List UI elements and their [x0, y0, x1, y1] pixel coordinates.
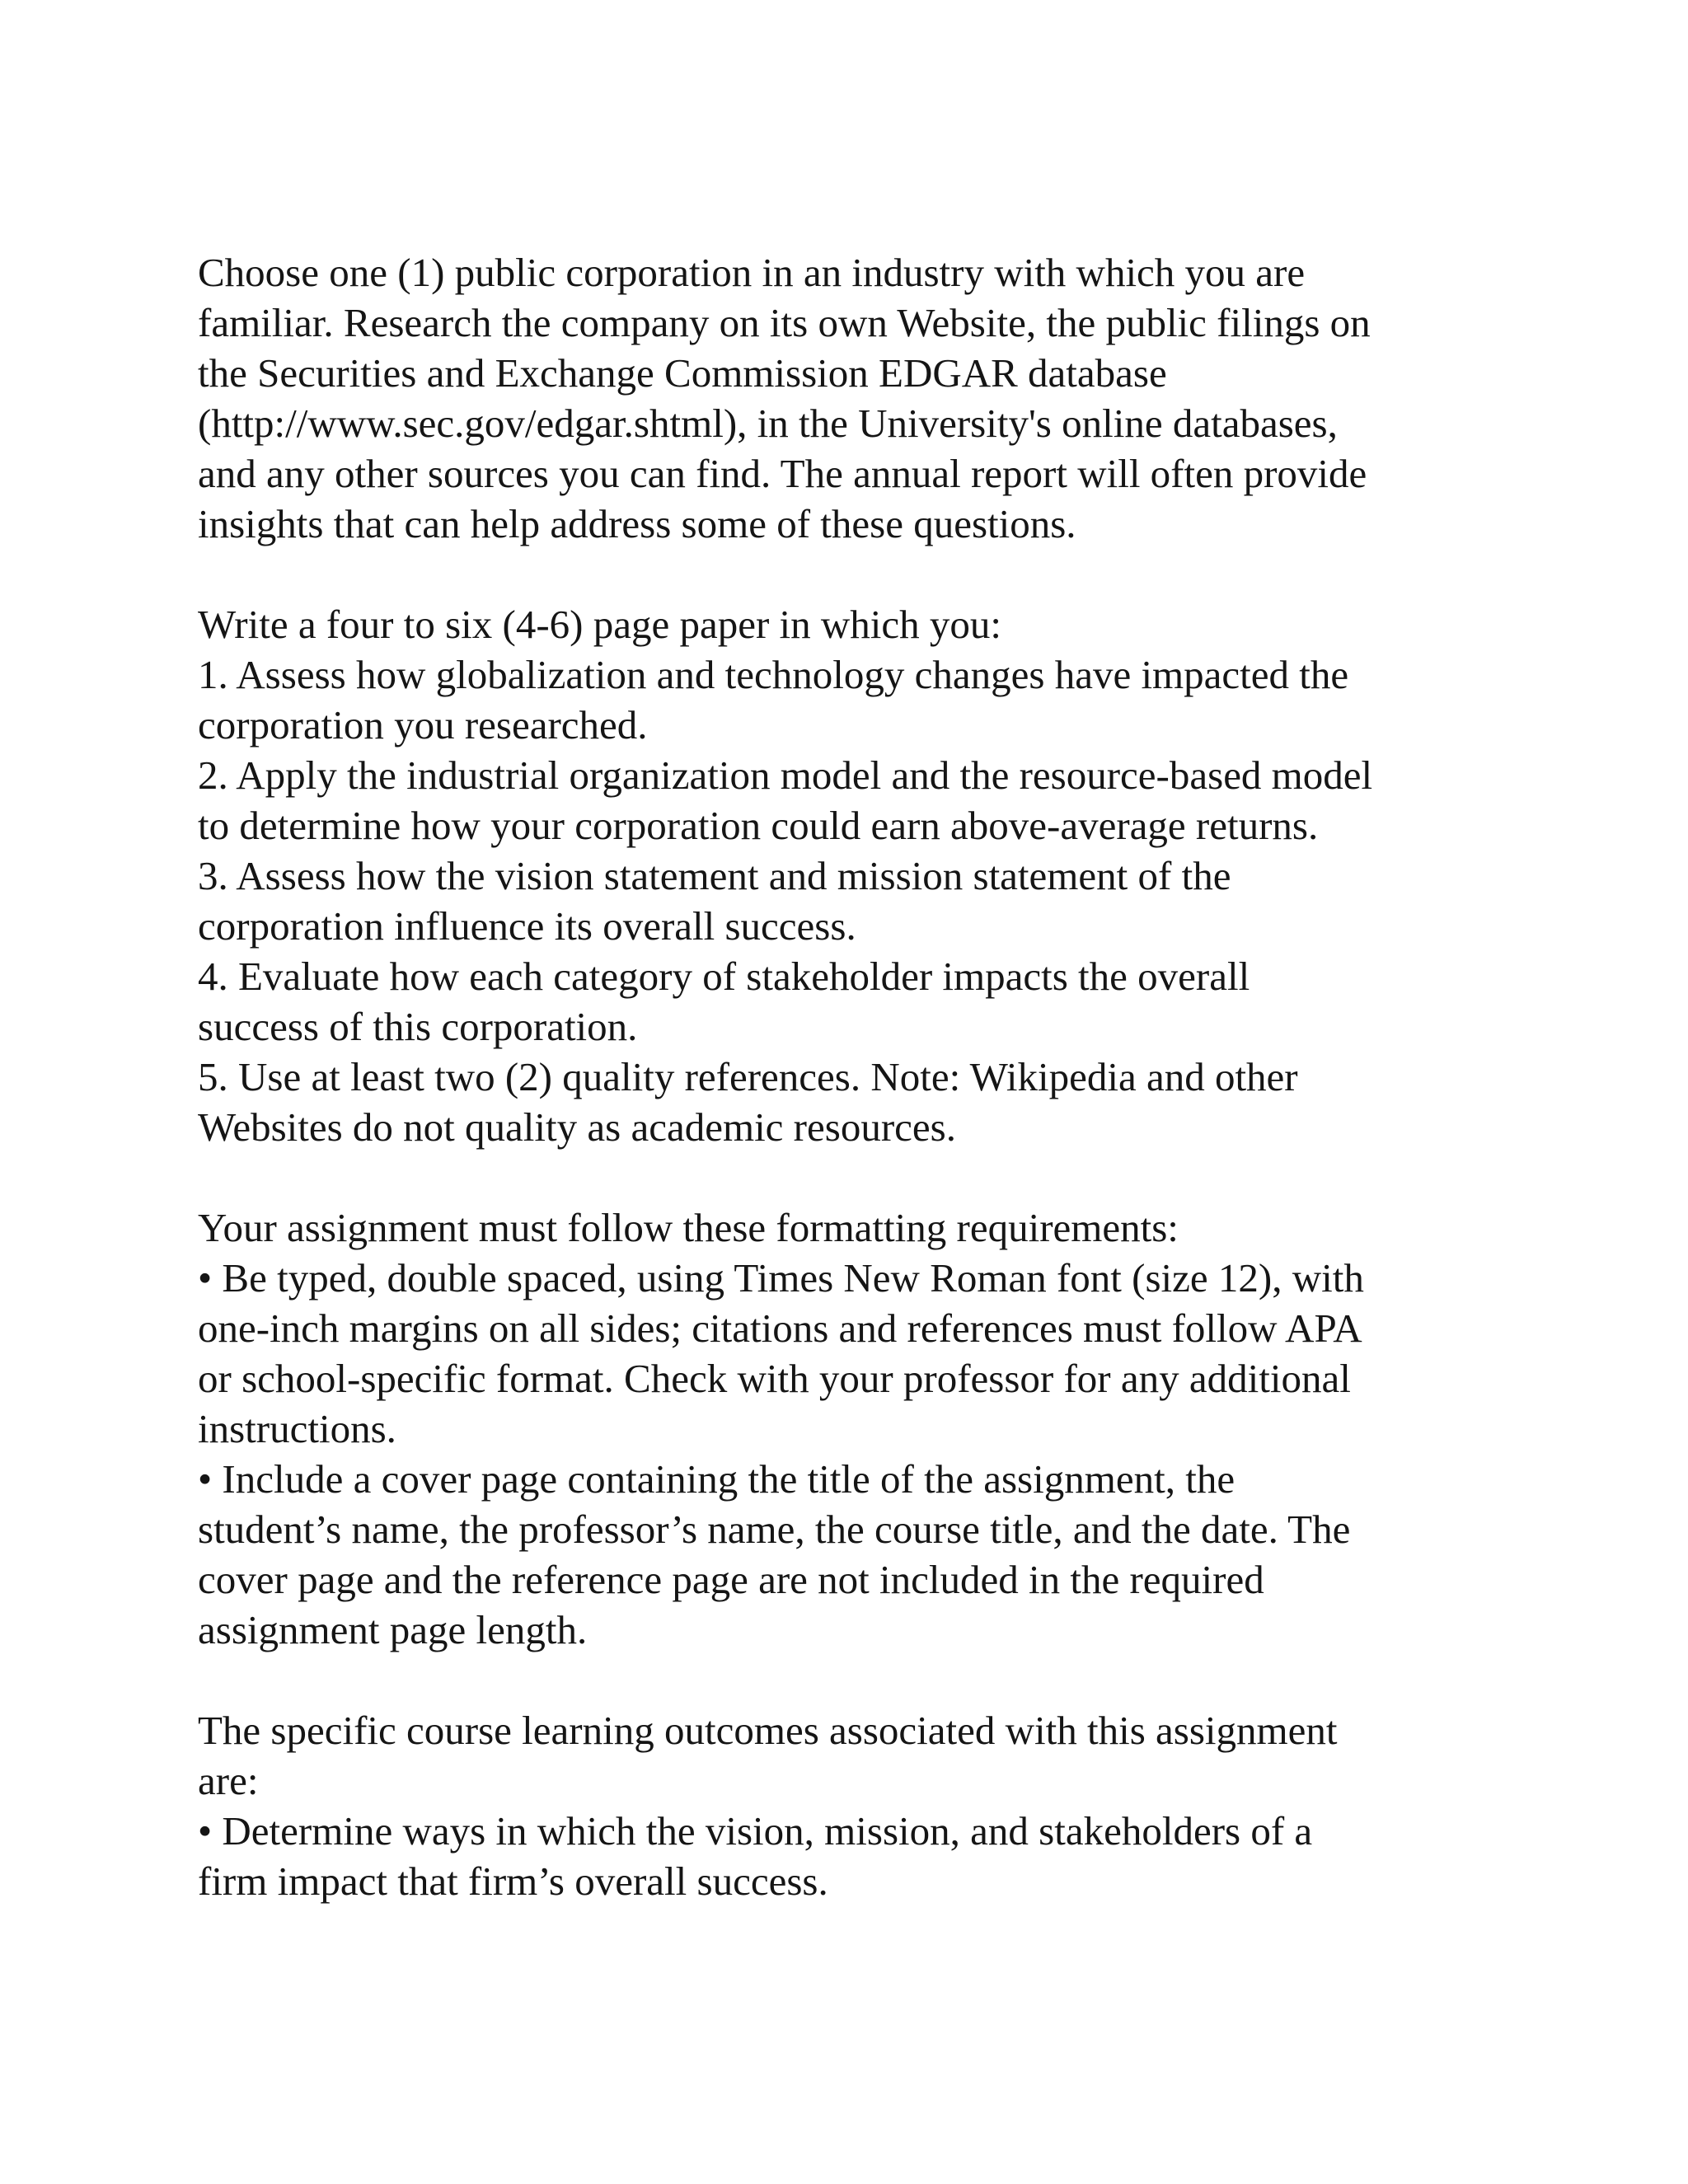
format-line: assignment page length.: [198, 1607, 588, 1652]
outcomes-heading: The specific course learning outcomes associated with this assignment: [198, 1708, 1338, 1753]
task-line: 5. Use at least two (2) quality references. Note: Wikipedia and other: [198, 1054, 1298, 1099]
task-line: 1. Assess how globalization and technology changes have impacted the: [198, 652, 1349, 697]
intro-line: Choose one (1) public corporation in an industry with which you are: [198, 250, 1306, 295]
task-line: 4. Evaluate how each category of stakeholder impacts the overall: [198, 954, 1250, 999]
task-line: to determine how your corporation could earn above-average returns.: [198, 803, 1319, 848]
intro-line: (http://www.sec.gov/edgar.shtml), in the University's online databases,: [198, 401, 1338, 446]
intro-line: the Securities and Exchange Commission EDGAR database: [198, 350, 1167, 396]
document-body: [198, 247, 1582, 1906]
task-line: Websites do not quality as academic resources.: [198, 1104, 956, 1150]
task-line: 3. Assess how the vision statement and mission statement of the: [198, 853, 1231, 898]
outcomes-heading: are:: [198, 1758, 259, 1803]
task-line: corporation you researched.: [198, 702, 648, 748]
format-line: one-inch margins on all sides; citations and references must follow APA: [198, 1305, 1362, 1351]
intro-line: and any other sources you can find. The annual report will often provide: [198, 451, 1367, 496]
task-line: corporation influence its overall success.: [198, 903, 856, 949]
format-line: instructions.: [198, 1406, 396, 1451]
intro-line: familiar. Research the company on its own Website, the public filings on: [198, 300, 1371, 345]
format-line: • Be typed, double spaced, using Times New Roman font (size 12), with: [198, 1255, 1364, 1301]
task-heading: Write a four to six (4-6) page paper in which you:: [198, 602, 1001, 647]
paragraph-gap: [198, 1152, 1582, 1202]
paragraph-gap: [198, 1655, 1582, 1705]
format-line: student’s name, the professor’s name, the course title, and the date. The: [198, 1507, 1351, 1552]
intro-line: insights that can help address some of these questions.: [198, 501, 1076, 546]
outcome-line: firm impact that firm’s overall success.: [198, 1858, 828, 1904]
format-line: cover page and the reference page are not included in the required: [198, 1557, 1264, 1602]
task-line: 2. Apply the industrial organization model and the resource-based model: [198, 752, 1373, 798]
format-line: • Include a cover page containing the title of the assignment, the: [198, 1456, 1236, 1502]
format-line: or school-specific format. Check with your professor for any additional: [198, 1356, 1351, 1401]
outcome-line: • Determine ways in which the vision, mission, and stakeholders of a: [198, 1808, 1313, 1854]
paragraph-gap: [198, 549, 1582, 599]
task-line: success of this corporation.: [198, 1004, 638, 1049]
format-heading: Your assignment must follow these formatting requirements:: [198, 1205, 1179, 1250]
